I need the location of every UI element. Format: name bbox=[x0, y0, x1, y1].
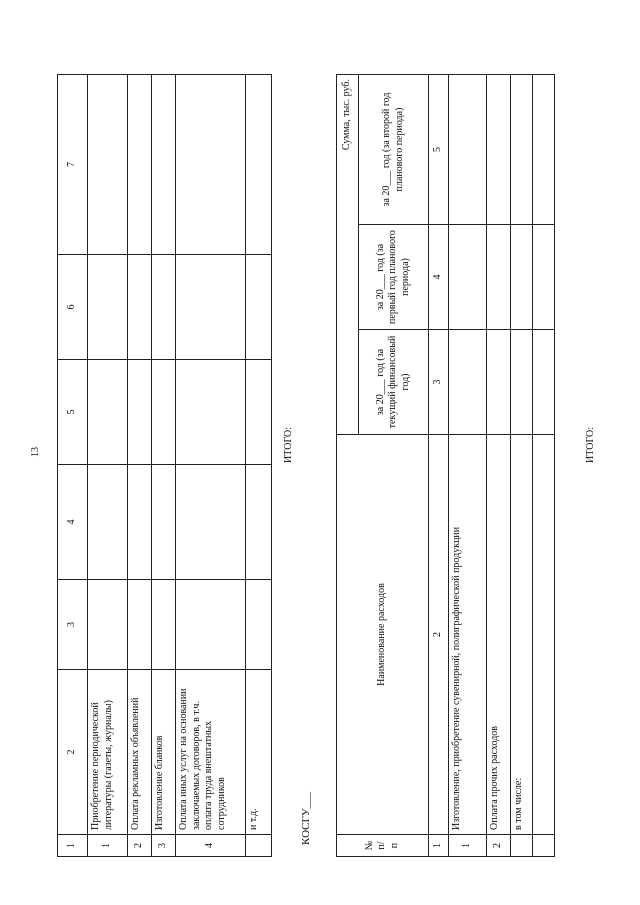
header-cell: 3 bbox=[429, 330, 449, 435]
row-name: Оплата рекламных объявлений bbox=[128, 670, 152, 835]
row-name: в том числе: bbox=[511, 435, 533, 835]
header-cell: 5 bbox=[429, 75, 449, 225]
table-row bbox=[152, 75, 176, 857]
table-row bbox=[246, 75, 272, 857]
row-name: Приобретение периодической литературы (газеты, журналы) bbox=[88, 670, 128, 835]
table-row bbox=[128, 75, 152, 857]
row-number: 3 bbox=[152, 835, 176, 857]
table-row bbox=[487, 75, 511, 857]
row-name: Изготовление бланков bbox=[152, 670, 176, 835]
header-num: № п/п bbox=[337, 835, 429, 857]
row-number bbox=[533, 835, 555, 857]
header-year-1: за 20___ год (за текущий финансовый год) bbox=[359, 330, 429, 435]
row-number: 2 bbox=[487, 835, 511, 857]
table-header-row bbox=[58, 75, 88, 857]
table-row bbox=[176, 75, 246, 857]
total-label: ИТОГО: bbox=[283, 427, 294, 463]
row-number: 2 bbox=[128, 835, 152, 857]
header-cell: 5 bbox=[58, 360, 88, 465]
header-sum: Сумма, тыс. руб. bbox=[337, 75, 359, 435]
row-name bbox=[533, 435, 555, 835]
row-name: Оплата прочих расходов bbox=[487, 435, 511, 835]
row-number bbox=[246, 835, 272, 857]
header-cell: 1 bbox=[58, 835, 88, 857]
row-number: 1 bbox=[88, 835, 128, 857]
header-cell: 2 bbox=[429, 435, 449, 835]
table-header-row bbox=[337, 75, 359, 857]
expense-table-2 bbox=[336, 74, 555, 857]
header-cell: 3 bbox=[58, 580, 88, 670]
header-cell: 6 bbox=[58, 255, 88, 360]
table-row bbox=[511, 75, 533, 857]
row-number: 1 bbox=[449, 835, 487, 857]
row-number bbox=[511, 835, 533, 857]
header-year-3: за 20___ год (за второй год планового периода) bbox=[359, 75, 429, 225]
table-row bbox=[449, 75, 487, 857]
table-row bbox=[88, 75, 128, 857]
header-name: Наименование расходов bbox=[337, 435, 429, 835]
header-cell: 2 bbox=[58, 670, 88, 835]
total-label: ИТОГО: bbox=[585, 427, 596, 463]
row-name: Оплата иных услуг на основании заключаемых договоров, в т.ч. оплата труда внештатных сотрудников bbox=[176, 670, 246, 835]
table-number-row bbox=[429, 75, 449, 857]
header-cell: 4 bbox=[58, 465, 88, 580]
page-number: 13 bbox=[30, 447, 41, 457]
row-name: и т.д. bbox=[246, 670, 272, 835]
kosgu-label: КОСГУ___ bbox=[300, 791, 312, 845]
expense-table-1 bbox=[57, 74, 272, 857]
table-row bbox=[533, 75, 555, 857]
header-cell: 4 bbox=[429, 225, 449, 330]
header-year-2: за 20___ год (за первый год планового периода) bbox=[359, 225, 429, 330]
row-name: Изготовление, приобретение сувенирной, полиграфической продукции bbox=[449, 435, 487, 835]
header-cell: 7 bbox=[58, 75, 88, 255]
header-cell: 1 bbox=[429, 835, 449, 857]
row-number: 4 bbox=[176, 835, 246, 857]
